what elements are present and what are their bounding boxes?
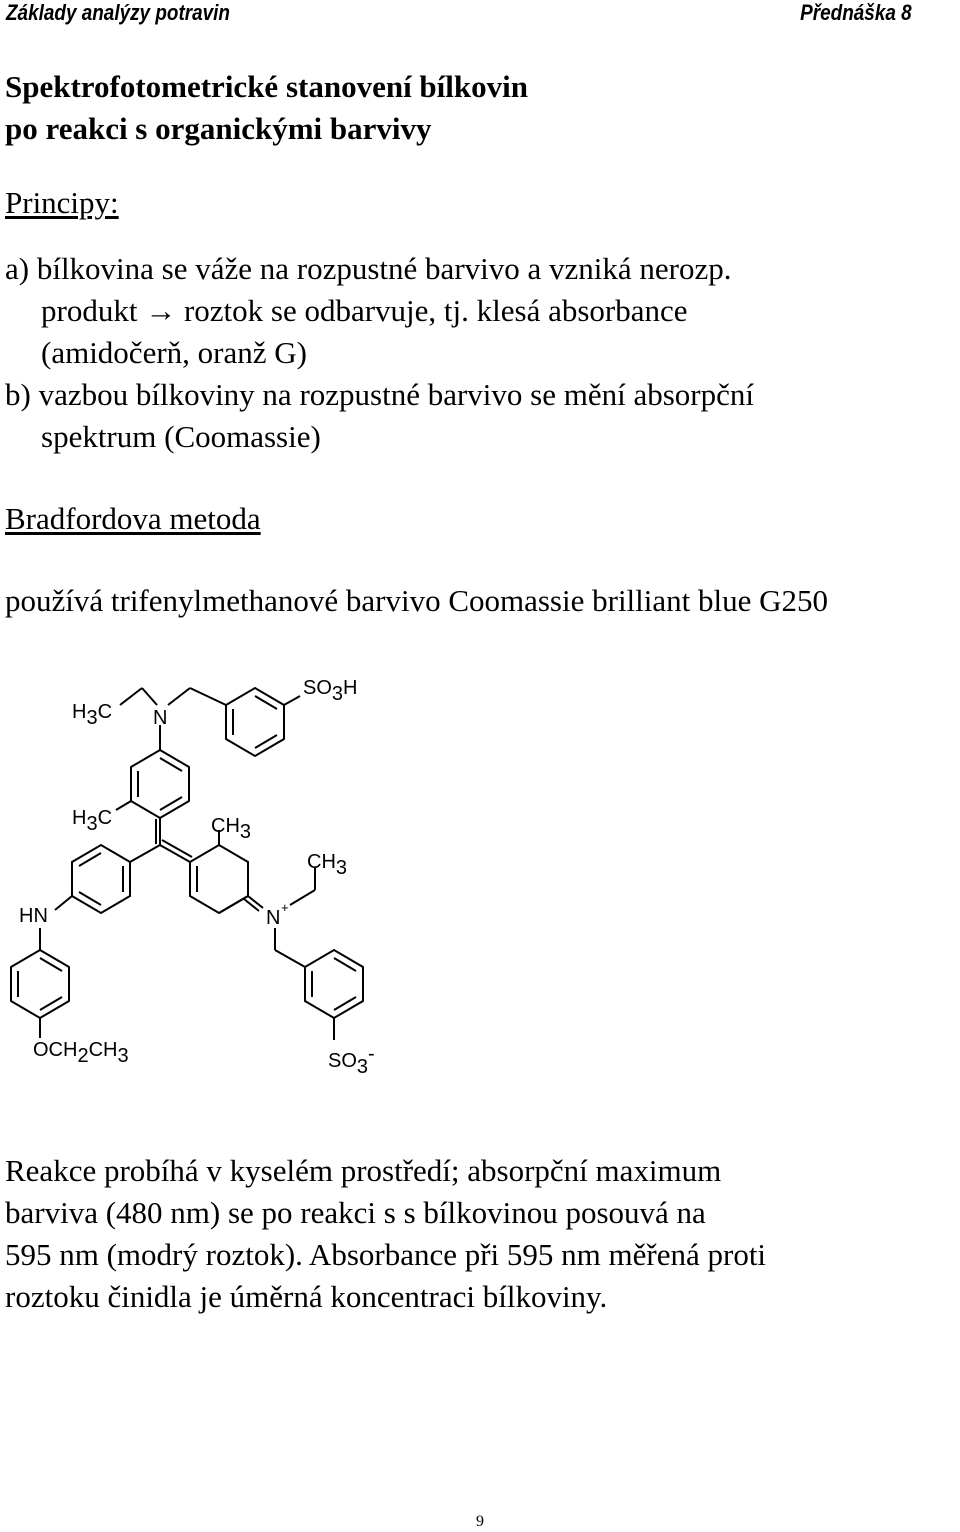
principle-a-line-1: a) bílkovina se váže na rozpustné barvivo a vzniká nerozp. [5, 251, 732, 286]
conclusion-line-1: Reakce probíhá v kyselém prostředí; absorpční maximum [5, 1153, 722, 1188]
principles-list [5, 248, 754, 458]
label-plus: + [281, 900, 289, 915]
title-line-2: po reakci s organickými barvivy [5, 111, 432, 146]
conclusion-paragraph [5, 1150, 766, 1318]
page-number: 9 [476, 1513, 484, 1530]
bradford-text: používá trifenylmethanové barvivo Coomassie brilliant blue G250 [5, 583, 829, 618]
label-ch3-b: CH3 [307, 851, 348, 879]
label-h3c-mid: H3C [72, 807, 113, 835]
label-n-top: N [153, 707, 168, 729]
label-n-plus: N [266, 907, 281, 929]
principle-a-result: roztok se odbarvuje, tj. klesá absorbance [183, 293, 688, 328]
header-right: Přednáška 8 [800, 0, 912, 25]
header-left: Základy analýzy potravin [6, 0, 230, 25]
principle-a-line-3: (amidočerň, oranž G) [41, 335, 307, 370]
principle-b-line-1: b) vazbou bílkoviny na rozpustné barvivo se mění absorpční [5, 377, 754, 412]
conclusion-line-4: roztoku činidla je úměrná koncentraci bílkoviny. [5, 1279, 608, 1314]
label-h3c-top: H3C [72, 701, 113, 729]
label-och2ch3: OCH2CH3 [33, 1039, 129, 1067]
conclusion-line-3: 595 nm (modrý roztok). Absorbance při 595 nm měřená proti [5, 1237, 767, 1272]
label-so3-minus: SO3- [328, 1043, 375, 1078]
principle-b-line-2: spektrum (Coomassie) [41, 419, 321, 454]
conclusion-line-2: barviva (480 nm) se po reakci s s bílkovinou posouvá na [5, 1195, 706, 1230]
page-title [5, 66, 528, 150]
principles-heading: Principy: [5, 185, 119, 220]
label-so3h: SO3H [303, 677, 358, 705]
label-hn: HN [19, 905, 48, 927]
principle-a-product: produkt [41, 293, 138, 328]
bradford-heading: Bradfordova metoda [5, 501, 261, 536]
label-ch3-a: CH3 [211, 815, 252, 843]
arrow-icon: → [145, 293, 177, 328]
title-line-1: Spektrofotometrické stanovení bílkovin [5, 69, 528, 104]
coomassie-structure-diagram [0, 660, 420, 1090]
principle-a-line-2 [5, 290, 754, 332]
